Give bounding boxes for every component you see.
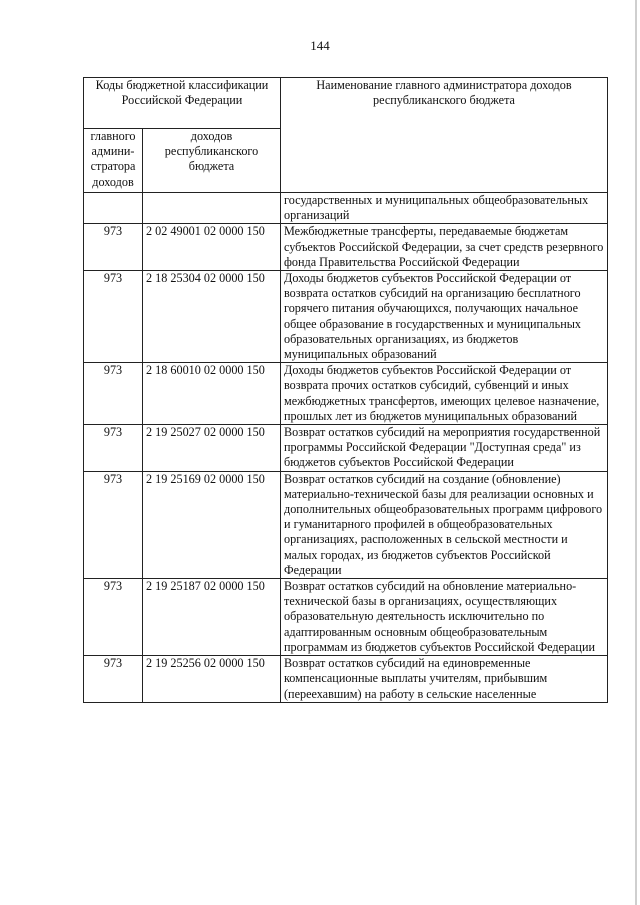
admin-code-cell: 973 (84, 579, 143, 656)
name-column-header: Наименование главного администратора доходов республиканского бюджета (281, 78, 608, 193)
table-row (84, 224, 608, 271)
income-code-cell: 2 19 25027 02 0000 150 (143, 425, 281, 472)
income-name-cell: государственных и муниципальных общеобразовательных организаций (281, 193, 608, 224)
admin-code-cell: 973 (84, 271, 143, 363)
scan-edge-shadow (635, 0, 637, 905)
income-code-cell: 2 18 60010 02 0000 150 (143, 363, 281, 425)
income-code-cell: 2 02 49001 02 0000 150 (143, 224, 281, 271)
table-row (84, 579, 608, 656)
table-row (84, 271, 608, 363)
income-name-cell: Возврат остатков субсидий на создание (обновление) материально-технической базы для реализации основных и дополнительных общеобразовательных программ цифрового и гуманитарного профилей в общеобразовательных организациях, расположенных в сельской местности и малых городах, из бюджетов субъектов Российской Федерации (281, 471, 608, 578)
income-code-cell: 2 19 25169 02 0000 150 (143, 471, 281, 578)
admin-code-cell: 973 (84, 425, 143, 472)
income-code-cell: 2 18 25304 02 0000 150 (143, 271, 281, 363)
income-name-cell: Возврат остатков субсидий на единовременные компенсационные выплаты учителям, прибывшим (переехавшим) на работу в сельские населенные (281, 656, 608, 703)
income-column-header: доходов республиканского бюджета (143, 129, 281, 193)
admin-code-cell: 973 (84, 363, 143, 425)
income-name-cell: Межбюджетные трансферты, передаваемые бюджетам субъектов Российской Федерации, за счет средств резервного фонда Правительства Российской Федерации (281, 224, 608, 271)
table-row (84, 363, 608, 425)
income-name-cell: Возврат остатков субсидий на мероприятия государственной программы Российской Федерации "Доступная среда" из бюджетов субъектов Российской Федерации (281, 425, 608, 472)
codes-group-header: Коды бюджетной классификации Российской Федерации (84, 78, 281, 129)
income-code-cell: 2 19 25187 02 0000 150 (143, 579, 281, 656)
table-header-row (84, 78, 608, 129)
income-name-cell: Доходы бюджетов субъектов Российской Федерации от возврата прочих остатков субсидий, субвенций и иных межбюджетных трансфертов, имеющих целевое назначение, прошлых лет из бюджетов муниципальных образований (281, 363, 608, 425)
table-row (84, 425, 608, 472)
income-code-cell (143, 193, 281, 224)
admin-code-cell: 973 (84, 471, 143, 578)
admin-code-cell (84, 193, 143, 224)
income-name-cell: Возврат остатков субсидий на обновление материально-технической базы в организациях, осуществляющих образовательную деятельность исключительно по адаптированным основным общеобразовательным программам из бюджетов субъектов Российской Федерации (281, 579, 608, 656)
income-code-cell: 2 19 25256 02 0000 150 (143, 656, 281, 703)
income-name-cell: Доходы бюджетов субъектов Российской Федерации от возврата остатков субсидий на организацию бесплатного горячего питания обучающихся, получающих начальное общее образование в государственных и муниципальных образовательных организациях, из бюджетов муниципальных образований (281, 271, 608, 363)
table-row (84, 471, 608, 578)
admin-code-cell: 973 (84, 224, 143, 271)
admin-column-header: главного админи-стратора доходов (84, 129, 143, 193)
page-number: 144 (310, 38, 330, 53)
admin-code-cell: 973 (84, 656, 143, 703)
table-row (84, 193, 608, 224)
table-row (84, 656, 608, 703)
budget-classification-table (83, 77, 608, 703)
